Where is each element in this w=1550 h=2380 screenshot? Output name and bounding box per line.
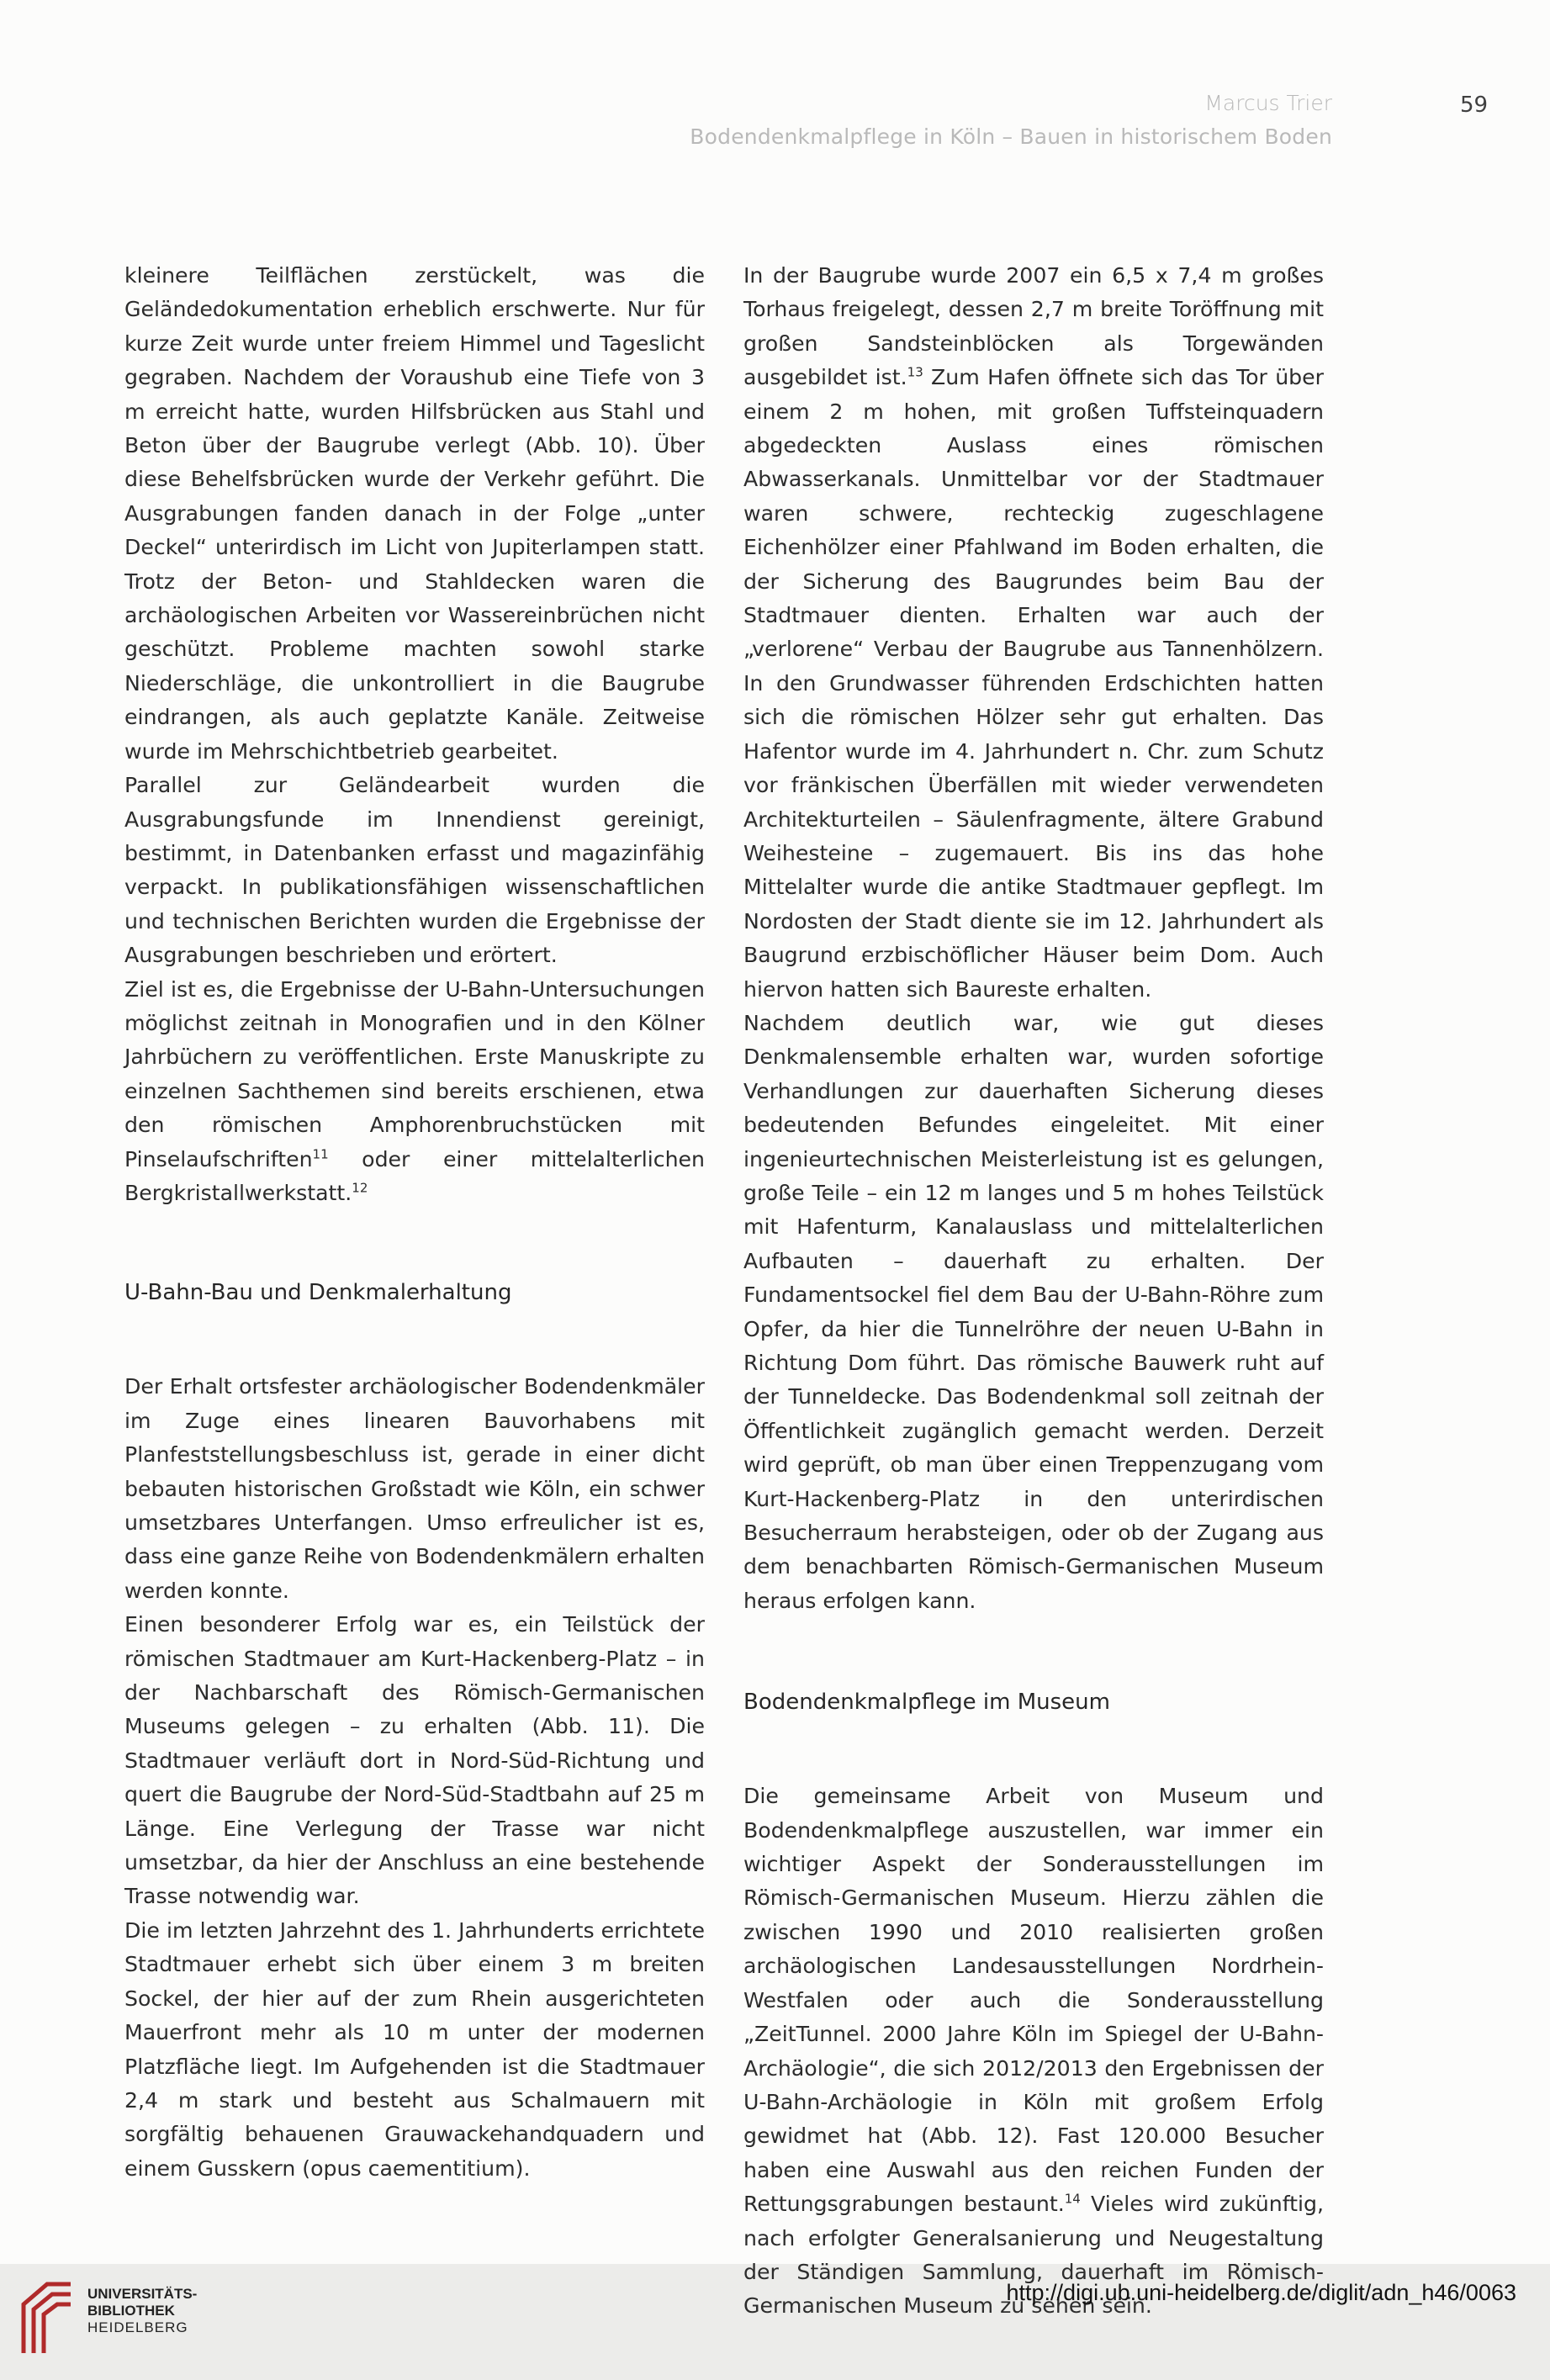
footnote-ref: 11 xyxy=(312,1146,329,1162)
paragraph: Nachdem deutlich war, wie gut dieses Denkmalensemble erhalten war, wurden sofortige Verhandlungen zur dauerhaften Sicherung dieses bedeutenden Befundes eingeleitet. Mit einer ingenieurtechnischen Meisterleistung ist es gelungen, große Teile – ein 12 m langes und 5 m hohes Teilstück mit Hafenturm, Kanalauslass und mittelalterlichen Aufbauten – dauerhaft zu erhalten. Der Fundamentsockel fiel dem Bau der U-Bahn-Röhre zum Opfer, da hier die Tunnelröhre der neuen U-Bahn in Richtung Dom führt. Das römische Bauwerk ruht auf der Tunneldecke. Das Bodendenkmal soll zeitnah der Öffentlichkeit zugänglich gemacht werden. Derzeit wird geprüft, ob man über einen Treppenzugang vom Kurt-Hackenberg-Platz in den unterirdischen Besucherraum herabsteigen, oder ob der Zugang aus dem benachbarten Römisch-Germanischen Museum heraus erfolgen kann. xyxy=(743,1010,1324,1613)
paragraph-text: Die gemeinsame Arbeit von Museum und Bodendenkmalpflege auszustellen, war immer ein wichtiger Aspekt der Sonderausstellungen im Römisch-Germanischen Museum. Hierzu zählen die zwischen 1990 und 2010 realisierten großen archäologischen Landesausstellungen Nordrhein-Westfalen oder auch die Sonderausstellung „ZeitTunnel. 2000 Jahre Köln im Spiegel der U-Bahn-Archäologie“, die sich 2012/2013 den Ergebnissen der U-Bahn-Archäologie in Köln mit großem Erfolg gewidmet hat (Abb. 12). Fast 120.000 Besucher haben eine Auswahl aus den reichen Funden der Rettungsgrabungen bestaunt. xyxy=(743,1784,1324,2217)
paragraph xyxy=(124,973,705,1211)
page-number: 59 xyxy=(1460,93,1489,118)
running-header-title: Bodendenkmalpflege in Köln – Bauen in historischem Boden xyxy=(690,124,1332,149)
library-name-line: BIBLIOTHEK xyxy=(87,2303,175,2319)
paragraph-text: Vieles wird zukünftig, nach erfolgter Generalsanierung und Neugestaltung der Ständigen Sammlung, dauerhaft im Römisch-Germanischen Museum zu sehen sein. xyxy=(743,2192,1324,2319)
library-name-line: UNIVERSITÄTS- xyxy=(87,2286,198,2302)
source-url-link[interactable]: http://digi.ub.uni-heidelberg.de/diglit/adn_h46/0063 xyxy=(1006,2280,1516,2305)
paragraph: Der Erhalt ortsfester archäologischer Bodendenkmäler im Zuge eines linearen Bauvorhabens mit Planfeststellungsbeschluss ist, gerade in einer dicht bebauten historischen Großstadt wie Köln, ein schwer umsetzbares Unterfangen. Umso erfreulicher ist es, dass eine ganze Reihe von Bodendenkmälern erhalten werden konnte. xyxy=(124,1374,705,1603)
paragraph-text: Ziel ist es, die Ergebnisse der U-Bahn-Untersuchungen möglichst zeitnah in Monografien und in den Kölner Jahrbüchern zu veröffentlichen. Erste Manuskripte zu einzelnen Sachthemen sind bereits erschienen, etwa den römischen Amphorenbruchstücken mit Pinselaufschriften xyxy=(124,976,705,1171)
paragraph: Parallel zur Geländearbeit wurden die Ausgrabungsfunde im Innendienst gereinigt, bestimmt, in Datenbanken erfasst und magazinfähig verpackt. In publikationsfähigen wissenschaftlichen und technischen Berichten wurden die Ergebnisse der Ausgrabungen beschrieben und erörtert. xyxy=(124,773,705,968)
paragraph-text: Zum Hafen öffnete sich das Tor über einem 2 m hohen, mit großen Tuffsteinquadern abgedeckten Auslass eines römischen Abwasserkanals. Unmittelbar vor der Stadtmauer waren schwere, rechteckig zugeschlagene Eichenhölzer einer Pfahlwand im Boden erhalten, die der Sicherung des Baugrundes beim Bau der Stadtmauer dienten. Erhalten war auch der „verlorene“ Verbau der Baugrube aus Tannenhölzern. In den Grundwasser führenden Erdschichten hatten sich die römischen Hölzer sehr gut erhalten. Das Hafentor wurde im 4. Jahrhundert n. Chr. zum Schutz vor fränkischen Überfällen mit wieder verwendeten Architekturteilen – Säulenfragmente, ältere Grabund Weihesteine – zugemauert. Bis ins das hohe Mittelalter wurde die antike Stadtmauer gepflegt. Im Nordosten der Stadt diente sie im 12. Jahrhundert als Baugrund erzbischöflicher Häuser beim Dom. Auch hiervon hatten sich Baureste erhalten. xyxy=(743,365,1325,1002)
left-column xyxy=(124,259,705,2186)
paragraph: kleinere Teilflächen zerstückelt, was die Geländedokumentation erheblich erschwerte. Nur für kurze Zeit wurde unter freiem Himmel und Tageslicht gegraben. Nachdem der Voraushub eine Tiefe von 3 m erreicht hatte, wurden Hilfsbrücken aus Stahl und Beton über der Baugrube verlegt (Abb. 10). Über diese Behelfsbrücken wurde der Verkehr geführt. Die Ausgrabungen fanden danach in der Folge „unter Deckel“ unterirdisch im Licht von Jupiterlampen statt. Trotz der Beton- und Stahldecken waren die archäologischen Arbeiten vor Wassereinbrüchen nicht geschützt. Probleme machten sowohl starke Niederschläge, die unkontrolliert in die Baugrube eindrangen, als auch geplatzte Kanäle. Zeitweise wurde im Mehrschichtbetrieb gearbeitet. xyxy=(124,263,705,764)
footnote-ref: 12 xyxy=(352,1180,368,1196)
library-name-line: HEIDELBERG xyxy=(87,2319,188,2335)
library-logo-text xyxy=(87,2286,197,2336)
footnote-ref: 13 xyxy=(907,364,923,380)
footnote-ref: 14 xyxy=(1064,2191,1081,2207)
paragraph xyxy=(743,259,1324,1007)
right-column xyxy=(743,259,1324,2324)
paragraph: Einen besonderer Erfolg war es, ein Teilstück der römischen Stadtmauer am Kurt-Hackenberg-Platz – in der Nachbarschaft des Römisch-Germanischen Museums gelegen – zu erhalten (Abb. 11). Die Stadtmauer verläuft dort in Nord-Süd-Richtung und quert die Baugrube der Nord-Süd-Stadtbahn auf 25 m Länge. Eine Verlegung der Trasse war nicht umsetzbar, da hier der Anschluss an eine bestehende Trasse notwendig war. xyxy=(124,1612,705,1909)
paragraph: Die im letzten Jahrzehnt des 1. Jahrhunderts errichtete Stadtmauer erhebt sich über einem 3 m breiten Sockel, der hier auf der zum Rhein ausgerichteten Mauerfront mehr als 10 m unter der modernen Platzfläche liegt. Im Aufgehenden ist die Stadtmauer 2,4 m stark und besteht aus Schalmauern mit sorgfältig behauenen Grauwackehandquadern und einem Gusskern (opus caementitium). xyxy=(124,1917,705,2181)
paragraph-text: oder einer mittelalterlichen Bergkristallwerkstatt. xyxy=(124,1146,705,1205)
running-header-author: Marcus Trier xyxy=(1204,91,1332,115)
paragraph xyxy=(743,1780,1324,2324)
section-heading: U-Bahn-Bau und Denkmalerhaltung xyxy=(124,1280,512,1306)
paragraph-text: In der Baugrube wurde 2007 ein 6,5 x 7,4 m großes Torhaus freigelegt, dessen 2,7 m breite Toröffnung mit großen Sandsteinblöcken als Torgewänden ausgebildet ist. xyxy=(743,263,1324,390)
library-logo-icon xyxy=(17,2279,77,2356)
section-heading: Bodendenkmalpflege im Museum xyxy=(743,1690,1110,1716)
